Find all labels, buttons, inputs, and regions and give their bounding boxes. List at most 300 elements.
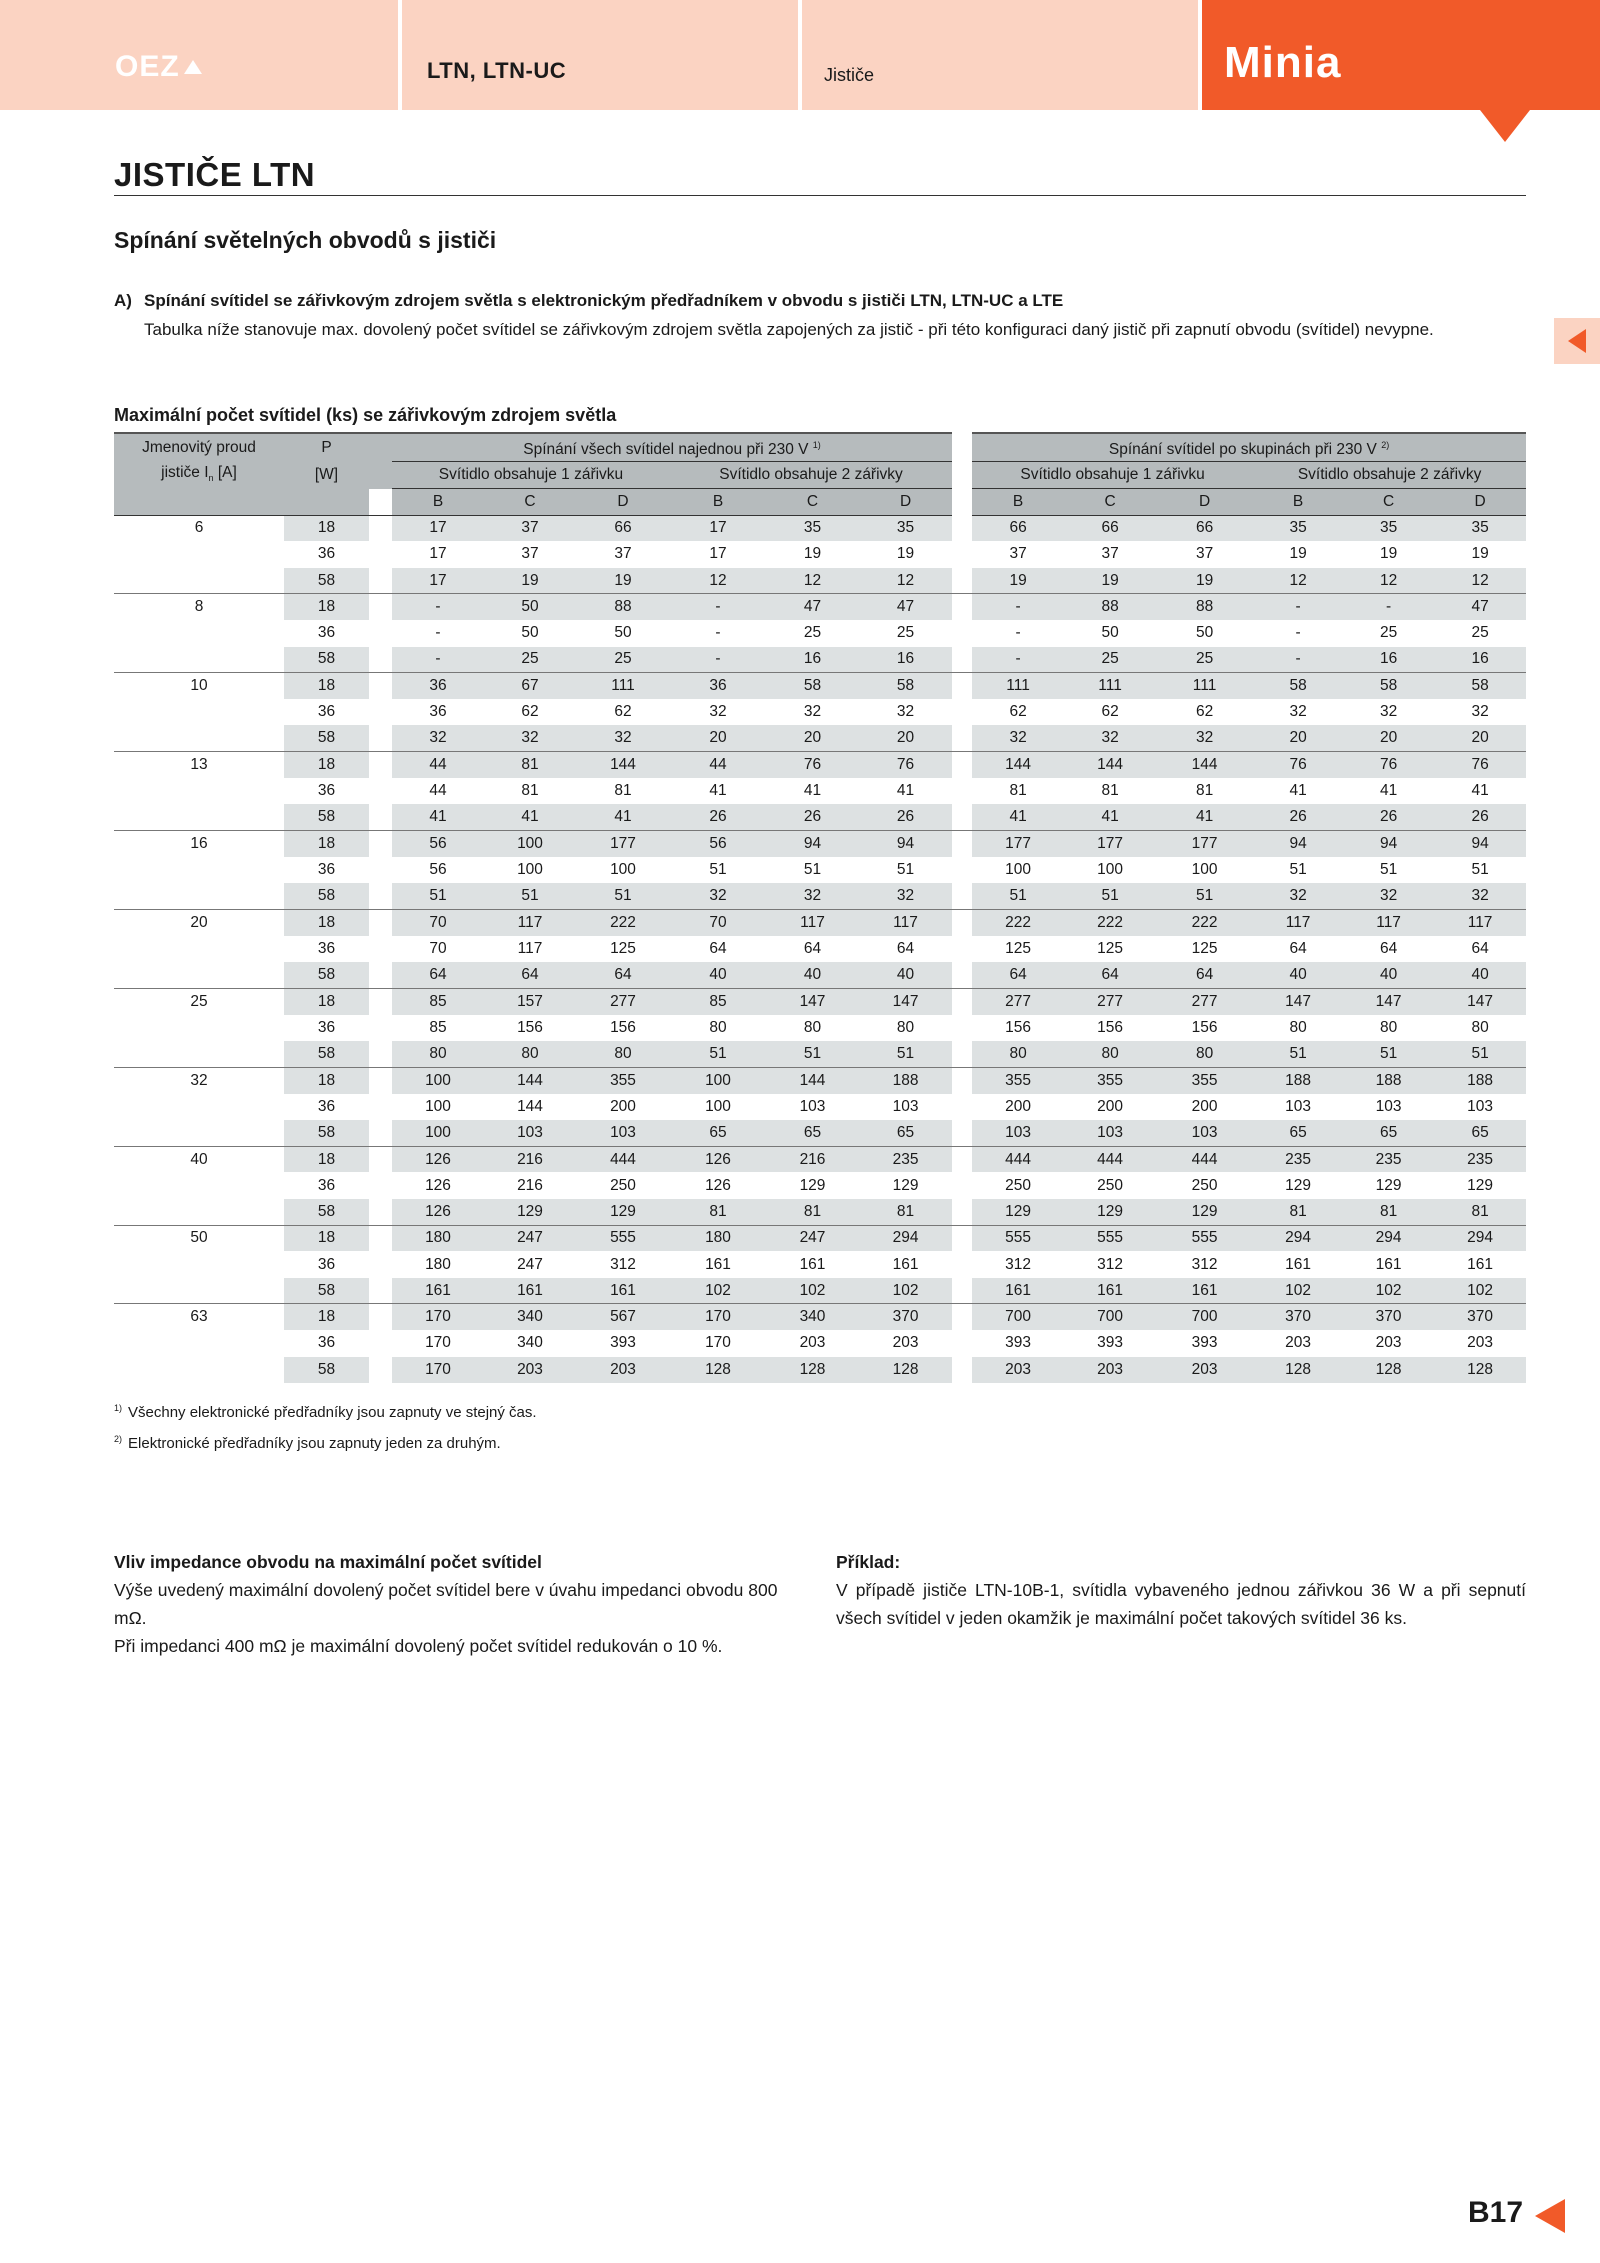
value-cell: 17 bbox=[429, 545, 447, 563]
value-cell: 129 bbox=[576, 1199, 670, 1225]
power-cell: 18 bbox=[284, 1067, 369, 1093]
luminaire-table-wrapper bbox=[114, 432, 1526, 1383]
value-cell: 111 bbox=[972, 673, 1064, 699]
category-title: Jističe bbox=[824, 65, 875, 85]
value-cell: 20 bbox=[1343, 725, 1434, 751]
value-cell: 370 bbox=[1253, 1304, 1343, 1330]
table-row bbox=[114, 568, 1526, 594]
curve-header: D bbox=[859, 489, 952, 515]
value-cell: 58 bbox=[1434, 673, 1526, 699]
value-cell: 312 bbox=[1097, 1255, 1124, 1273]
power-cell: 58 bbox=[284, 1278, 369, 1304]
value-cell: 170 bbox=[392, 1304, 484, 1330]
value-cell: 156 bbox=[1191, 1018, 1218, 1036]
value-cell: 216 bbox=[517, 1176, 543, 1194]
value-cell: 32 bbox=[1471, 703, 1489, 721]
value-cell: 62 bbox=[614, 703, 632, 721]
table-row bbox=[114, 883, 1526, 909]
power-cell: 18 bbox=[284, 673, 369, 699]
value-cell: 51 bbox=[1434, 1041, 1526, 1067]
value-cell: 355 bbox=[972, 1067, 1064, 1093]
table-row bbox=[114, 1199, 1526, 1225]
power-cell: 18 bbox=[284, 515, 369, 541]
group-a-label: Spínání všech svítidel najednou při 230 V bbox=[523, 441, 809, 459]
value-cell: 76 bbox=[1343, 752, 1434, 778]
value-cell: 58 bbox=[766, 673, 859, 699]
value-cell: - bbox=[1253, 594, 1343, 620]
value-cell: 128 bbox=[1434, 1357, 1526, 1383]
power-cell: 18 bbox=[284, 988, 369, 1014]
value-cell: 64 bbox=[972, 962, 1064, 988]
current-sub: n bbox=[208, 472, 214, 483]
series-title: LTN, LTN-UC bbox=[427, 58, 567, 83]
value-cell: 32 bbox=[1064, 725, 1156, 751]
value-cell: 16 bbox=[859, 647, 952, 673]
value-cell: 203 bbox=[1285, 1334, 1312, 1352]
header-power-2: [W] bbox=[284, 462, 369, 489]
value-cell: 44 bbox=[429, 782, 447, 800]
value-cell: 294 bbox=[1253, 1225, 1343, 1251]
value-cell: 70 bbox=[392, 910, 484, 936]
table-row bbox=[114, 910, 1526, 936]
rated-current-cell bbox=[114, 1015, 284, 1041]
spacer-cell bbox=[369, 647, 392, 673]
value-cell: 66 bbox=[1064, 515, 1156, 541]
table-caption: Maximální počet svítidel (ks) se zářivkovým zdrojem světla bbox=[114, 405, 617, 425]
value-cell: 161 bbox=[576, 1278, 670, 1304]
value-cell: 312 bbox=[610, 1255, 636, 1273]
gap-cell bbox=[952, 1120, 972, 1146]
spacer-cell bbox=[369, 804, 392, 830]
value-cell: 340 bbox=[484, 1304, 576, 1330]
value-cell: 393 bbox=[1097, 1334, 1124, 1352]
value-cell: 32 bbox=[1343, 883, 1434, 909]
value-cell: 67 bbox=[484, 673, 576, 699]
page-title: JISTIČE LTN bbox=[114, 156, 316, 193]
value-cell: 81 bbox=[1253, 1199, 1343, 1225]
gap-cell bbox=[952, 1304, 972, 1330]
value-cell: - bbox=[435, 624, 441, 642]
value-cell: 35 bbox=[766, 515, 859, 541]
table-row bbox=[114, 1041, 1526, 1067]
value-cell: 203 bbox=[1156, 1357, 1253, 1383]
value-cell: 17 bbox=[392, 515, 484, 541]
value-cell: 64 bbox=[1289, 939, 1307, 957]
rated-current-cell bbox=[114, 1172, 284, 1198]
value-cell: 50 bbox=[1195, 624, 1214, 642]
rated-current-cell bbox=[114, 936, 284, 962]
curve-header: C bbox=[766, 489, 859, 515]
example-note bbox=[836, 1548, 1526, 1632]
value-cell: 19 bbox=[803, 545, 822, 563]
table-row bbox=[114, 988, 1526, 1014]
value-cell: 156 bbox=[610, 1018, 636, 1036]
value-cell: 444 bbox=[972, 1146, 1064, 1172]
value-cell: 40 bbox=[1253, 962, 1343, 988]
value-cell: 51 bbox=[576, 883, 670, 909]
value-cell: 161 bbox=[1285, 1255, 1312, 1273]
value-cell: 47 bbox=[859, 594, 952, 620]
table-row bbox=[114, 1120, 1526, 1146]
gap-cell bbox=[952, 1330, 972, 1356]
value-cell: 26 bbox=[1253, 804, 1343, 830]
gap-cell bbox=[952, 1357, 972, 1383]
value-cell: 117 bbox=[1343, 910, 1434, 936]
value-cell: 161 bbox=[1064, 1278, 1156, 1304]
value-cell: 85 bbox=[392, 988, 484, 1014]
value-cell: 144 bbox=[484, 1067, 576, 1093]
value-cell: 64 bbox=[576, 962, 670, 988]
value-cell: 555 bbox=[1064, 1225, 1156, 1251]
value-cell: 94 bbox=[766, 831, 859, 857]
value-cell: 180 bbox=[425, 1255, 451, 1273]
spacer-cell bbox=[369, 988, 392, 1014]
value-cell: 100 bbox=[1097, 861, 1124, 879]
value-cell: 161 bbox=[892, 1255, 919, 1273]
value-cell: 222 bbox=[576, 910, 670, 936]
value-cell: 80 bbox=[972, 1041, 1064, 1067]
value-cell: 51 bbox=[1379, 861, 1398, 879]
value-cell: 64 bbox=[1156, 962, 1253, 988]
value-cell: 56 bbox=[429, 861, 447, 879]
value-cell: 12 bbox=[1434, 568, 1526, 594]
spacer-cell bbox=[369, 699, 392, 725]
spacer-cell bbox=[369, 752, 392, 778]
value-cell: 117 bbox=[859, 910, 952, 936]
value-cell: 393 bbox=[1191, 1334, 1218, 1352]
gap-cell bbox=[952, 620, 972, 646]
spacer-cell bbox=[369, 1357, 392, 1383]
table-row bbox=[114, 594, 1526, 620]
gap-cell bbox=[952, 673, 972, 699]
value-cell: 203 bbox=[484, 1357, 576, 1383]
value-cell: 37 bbox=[1195, 545, 1214, 563]
value-cell: 70 bbox=[429, 939, 447, 957]
value-cell: 32 bbox=[484, 725, 576, 751]
value-cell: 277 bbox=[972, 988, 1064, 1014]
value-cell: 81 bbox=[1101, 782, 1119, 800]
table-row bbox=[114, 752, 1526, 778]
curve-header: D bbox=[1434, 489, 1526, 515]
spacer-cell bbox=[369, 594, 392, 620]
value-cell: 203 bbox=[1064, 1357, 1156, 1383]
value-cell: 200 bbox=[1005, 1097, 1032, 1115]
gap-cell bbox=[952, 541, 972, 567]
value-cell: 88 bbox=[1064, 594, 1156, 620]
value-cell: 17 bbox=[670, 515, 766, 541]
value-cell: 102 bbox=[766, 1278, 859, 1304]
value-cell: 32 bbox=[1253, 883, 1343, 909]
value-cell: 64 bbox=[803, 939, 822, 957]
table-row bbox=[114, 1146, 1526, 1172]
rated-current-cell: 13 bbox=[190, 756, 208, 774]
value-cell: 65 bbox=[1434, 1120, 1526, 1146]
value-cell: 129 bbox=[892, 1176, 919, 1194]
value-cell: 65 bbox=[670, 1120, 766, 1146]
value-cell: 94 bbox=[859, 831, 952, 857]
spacer-cell bbox=[369, 1041, 392, 1067]
impedance-line-2: Při impedanci 400 mΩ je maximální dovolený počet svítidel redukován o 10 %. bbox=[114, 1636, 723, 1656]
value-cell: 161 bbox=[392, 1278, 484, 1304]
example-heading: Příklad: bbox=[836, 1552, 901, 1572]
rated-current-cell bbox=[114, 541, 284, 567]
page-number: B17 bbox=[1468, 2196, 1524, 2229]
curve-header: B bbox=[392, 489, 484, 515]
value-cell: 125 bbox=[610, 939, 636, 957]
value-cell: 128 bbox=[766, 1357, 859, 1383]
rated-current-cell bbox=[114, 804, 284, 830]
power-cell: 36 bbox=[317, 624, 336, 642]
value-cell: 128 bbox=[859, 1357, 952, 1383]
curve-header: B bbox=[972, 489, 1064, 515]
value-cell: 161 bbox=[972, 1278, 1064, 1304]
value-cell: 12 bbox=[859, 568, 952, 594]
table-body bbox=[114, 515, 1526, 1383]
value-cell: 41 bbox=[896, 782, 915, 800]
spacer-cell bbox=[369, 778, 392, 804]
gap-cell bbox=[952, 857, 972, 883]
table-row bbox=[114, 1251, 1526, 1277]
value-cell: 26 bbox=[1434, 804, 1526, 830]
section-a-heading bbox=[114, 291, 1063, 311]
curve-header: B bbox=[1253, 489, 1343, 515]
value-cell: 126 bbox=[705, 1176, 731, 1194]
value-cell: 17 bbox=[392, 568, 484, 594]
value-cell: 355 bbox=[576, 1067, 670, 1093]
value-cell: 56 bbox=[670, 831, 766, 857]
gap-cell bbox=[952, 699, 972, 725]
value-cell: 170 bbox=[425, 1334, 451, 1352]
value-cell: 44 bbox=[392, 752, 484, 778]
value-cell: 294 bbox=[1343, 1225, 1434, 1251]
value-cell: 12 bbox=[1343, 568, 1434, 594]
gap-cell bbox=[952, 910, 972, 936]
gap-cell bbox=[952, 804, 972, 830]
value-cell: 41 bbox=[1289, 782, 1307, 800]
value-cell: 277 bbox=[576, 988, 670, 1014]
value-cell: 12 bbox=[1253, 568, 1343, 594]
gap-cell bbox=[952, 594, 972, 620]
value-cell: 100 bbox=[610, 861, 636, 879]
table-header bbox=[114, 433, 1526, 515]
value-cell: 16 bbox=[1434, 647, 1526, 673]
value-cell: 19 bbox=[1064, 568, 1156, 594]
value-cell: 144 bbox=[766, 1067, 859, 1093]
rated-current-cell: 50 bbox=[190, 1229, 208, 1247]
power-cell: 18 bbox=[284, 910, 369, 936]
value-cell: 147 bbox=[1253, 988, 1343, 1014]
spacer-cell bbox=[369, 1330, 392, 1356]
value-cell: 41 bbox=[1156, 804, 1253, 830]
value-cell: 180 bbox=[392, 1225, 484, 1251]
value-cell: 102 bbox=[1253, 1278, 1343, 1304]
value-cell: 35 bbox=[1343, 515, 1434, 541]
value-cell: 32 bbox=[803, 703, 822, 721]
value-cell: 103 bbox=[892, 1097, 919, 1115]
spacer-cell bbox=[369, 1067, 392, 1093]
value-cell: 444 bbox=[576, 1146, 670, 1172]
impedance-note bbox=[114, 1548, 794, 1660]
value-cell: - bbox=[670, 647, 766, 673]
value-cell: 117 bbox=[1434, 910, 1526, 936]
spacer-cell bbox=[369, 541, 392, 567]
value-cell: 26 bbox=[859, 804, 952, 830]
value-cell: 80 bbox=[709, 1018, 727, 1036]
power-cell: 36 bbox=[317, 703, 336, 721]
value-cell: 50 bbox=[614, 624, 632, 642]
value-cell: 102 bbox=[859, 1278, 952, 1304]
rated-current-cell: 20 bbox=[190, 913, 208, 931]
power-cell: 36 bbox=[317, 545, 336, 563]
value-cell: 103 bbox=[484, 1120, 576, 1146]
value-cell: 355 bbox=[1156, 1067, 1253, 1093]
value-cell: 51 bbox=[972, 883, 1064, 909]
value-cell: 50 bbox=[521, 624, 539, 642]
spacer-cell bbox=[369, 568, 392, 594]
rated-current-cell bbox=[114, 647, 284, 673]
value-cell: 144 bbox=[517, 1097, 543, 1115]
gap-cell bbox=[952, 515, 972, 541]
value-cell: 51 bbox=[1253, 1041, 1343, 1067]
value-cell: 80 bbox=[803, 1018, 822, 1036]
value-cell: 19 bbox=[484, 568, 576, 594]
value-cell: 147 bbox=[1434, 988, 1526, 1014]
value-cell: 312 bbox=[1005, 1255, 1032, 1273]
value-cell: 94 bbox=[1434, 831, 1526, 857]
value-cell: 32 bbox=[576, 725, 670, 751]
value-cell: 555 bbox=[972, 1225, 1064, 1251]
value-cell: 51 bbox=[670, 1041, 766, 1067]
value-cell: 81 bbox=[1009, 782, 1027, 800]
value-cell: 41 bbox=[972, 804, 1064, 830]
value-cell: 25 bbox=[576, 647, 670, 673]
value-cell: 40 bbox=[766, 962, 859, 988]
value-cell: 20 bbox=[1253, 725, 1343, 751]
gap-cell bbox=[952, 1278, 972, 1304]
rated-current-cell bbox=[114, 962, 284, 988]
value-cell: 100 bbox=[484, 831, 576, 857]
rated-current-cell: 32 bbox=[190, 1071, 208, 1089]
rated-current-cell bbox=[114, 778, 284, 804]
value-cell: 294 bbox=[1434, 1225, 1526, 1251]
value-cell: 26 bbox=[670, 804, 766, 830]
value-cell: 76 bbox=[859, 752, 952, 778]
value-cell: 177 bbox=[972, 831, 1064, 857]
value-cell: 76 bbox=[1253, 752, 1343, 778]
header-a-one-tube: Svítidlo obsahuje 1 zářivku bbox=[392, 462, 670, 489]
power-cell: 36 bbox=[317, 1255, 336, 1273]
value-cell: 370 bbox=[859, 1304, 952, 1330]
value-cell: 170 bbox=[705, 1334, 731, 1352]
value-cell: 56 bbox=[392, 831, 484, 857]
table-row bbox=[114, 804, 1526, 830]
value-cell: 85 bbox=[429, 1018, 447, 1036]
value-cell: 37 bbox=[614, 545, 632, 563]
value-cell: 147 bbox=[766, 988, 859, 1014]
gap-cell bbox=[952, 1251, 972, 1277]
value-cell: 161 bbox=[705, 1255, 731, 1273]
value-cell: 80 bbox=[896, 1018, 915, 1036]
value-cell: - bbox=[972, 594, 1064, 620]
value-cell: 35 bbox=[859, 515, 952, 541]
value-cell: 40 bbox=[1343, 962, 1434, 988]
value-cell: 51 bbox=[1064, 883, 1156, 909]
luminaire-table bbox=[114, 432, 1526, 1383]
spacer-cell bbox=[369, 936, 392, 962]
value-cell: 312 bbox=[1191, 1255, 1218, 1273]
value-cell: 81 bbox=[859, 1199, 952, 1225]
rated-current-cell: 40 bbox=[190, 1150, 208, 1168]
table-row bbox=[114, 620, 1526, 646]
table-row bbox=[114, 1015, 1526, 1041]
value-cell: 81 bbox=[614, 782, 632, 800]
value-cell: 81 bbox=[1434, 1199, 1526, 1225]
value-cell: 103 bbox=[1375, 1097, 1402, 1115]
value-cell: 144 bbox=[972, 752, 1064, 778]
value-cell: 16 bbox=[766, 647, 859, 673]
gap-cell bbox=[952, 568, 972, 594]
gap-cell bbox=[952, 752, 972, 778]
power-cell: 36 bbox=[317, 1176, 336, 1194]
value-cell: 129 bbox=[799, 1176, 826, 1194]
value-cell: 32 bbox=[896, 703, 915, 721]
value-cell: 156 bbox=[517, 1018, 543, 1036]
value-cell: 161 bbox=[1375, 1255, 1402, 1273]
value-cell: 129 bbox=[1285, 1176, 1312, 1194]
value-cell: 64 bbox=[709, 939, 727, 957]
spacer-cell bbox=[369, 1199, 392, 1225]
table-row bbox=[114, 647, 1526, 673]
value-cell: 247 bbox=[517, 1255, 543, 1273]
value-cell: 85 bbox=[670, 988, 766, 1014]
header-a-two-tubes: Svítidlo obsahuje 2 zářivky bbox=[670, 462, 952, 489]
header-group-all-at-once bbox=[392, 433, 952, 462]
value-cell: 235 bbox=[1253, 1146, 1343, 1172]
header-group-sequential bbox=[972, 433, 1526, 462]
rated-current-cell: 10 bbox=[190, 677, 208, 695]
value-cell: 37 bbox=[521, 545, 539, 563]
value-cell: 393 bbox=[610, 1334, 636, 1352]
value-cell: 64 bbox=[896, 939, 915, 957]
brand-title: Minia bbox=[1224, 38, 1342, 87]
value-cell: 26 bbox=[766, 804, 859, 830]
value-cell: 250 bbox=[1097, 1176, 1124, 1194]
value-cell: 36 bbox=[429, 703, 447, 721]
table-row bbox=[114, 699, 1526, 725]
impedance-heading: Vliv impedance obvodu na maximální počet svítidel bbox=[114, 1552, 542, 1572]
series-cell bbox=[402, 0, 798, 110]
current-label: jističe I bbox=[161, 463, 209, 481]
header-gap bbox=[952, 462, 972, 489]
gap-cell bbox=[952, 1146, 972, 1172]
value-cell: 188 bbox=[859, 1067, 952, 1093]
rated-current-cell bbox=[114, 1357, 284, 1383]
value-cell: 103 bbox=[1064, 1120, 1156, 1146]
value-cell: 62 bbox=[521, 703, 539, 721]
rated-current-cell bbox=[114, 1199, 284, 1225]
value-cell: 80 bbox=[576, 1041, 670, 1067]
value-cell: 129 bbox=[1467, 1176, 1494, 1194]
value-cell: 222 bbox=[1156, 910, 1253, 936]
spacer-cell bbox=[369, 673, 392, 699]
power-cell: 58 bbox=[284, 1120, 369, 1146]
side-tab[interactable] bbox=[1554, 318, 1600, 364]
value-cell: 80 bbox=[1379, 1018, 1398, 1036]
rated-current-cell bbox=[114, 1330, 284, 1356]
value-cell: 129 bbox=[972, 1199, 1064, 1225]
curve-header: C bbox=[1343, 489, 1434, 515]
power-cell: 18 bbox=[284, 752, 369, 778]
